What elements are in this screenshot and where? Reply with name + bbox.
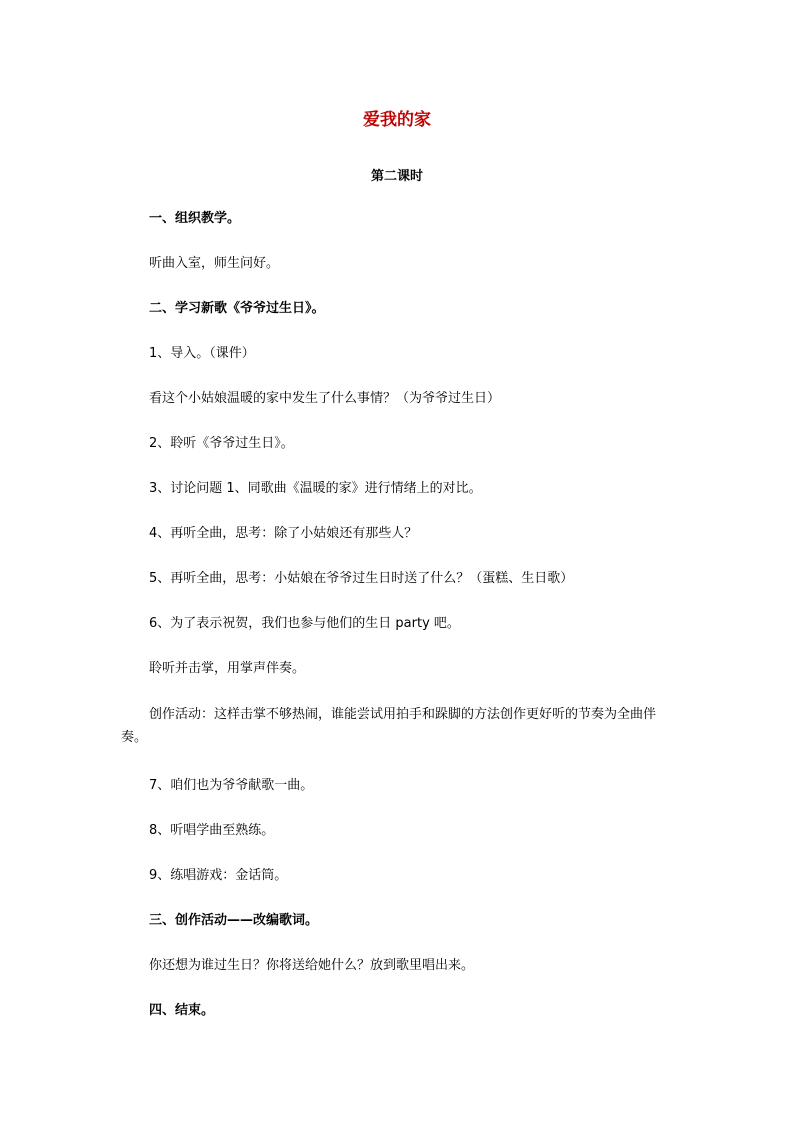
paragraph-line: 你还想为谁过生日？你将送给她什么？放到歌里唱出来。: [149, 958, 475, 973]
paragraph-line: 聆听并击掌，用掌声伴奏。: [149, 661, 306, 676]
paragraph-line: 听曲入室，师生问好。: [149, 256, 280, 271]
section-heading-lyrics: 三、创作活动——改编歌词。: [149, 913, 319, 928]
lesson-subtitle: 第二课时: [370, 169, 423, 184]
document-title: 爱我的家: [363, 110, 431, 130]
section-heading-organize: 一、组织教学。: [149, 211, 241, 226]
paragraph-line: 5、再听全曲，思考：小姑娘在爷爷过生日时送了什么？（蛋糕、生日歌）: [149, 571, 574, 586]
paragraph-line: 8、听唱学曲至熟练。: [149, 823, 275, 838]
paragraph-line: 9、练唱游戏：金话筒。: [149, 868, 288, 883]
paragraph-line: 2、聆听《爷爷过生日》。: [149, 436, 294, 451]
paragraph-line: 7、咱们也为爷爷献歌一曲。: [149, 778, 314, 793]
paragraph-creative-activity: 创作活动：这样击掌不够热闹，谁能尝试用拍手和跺脚的方法创作更好听的节奏为全曲伴奏。: [121, 707, 657, 745]
section-heading-end: 四、结束。: [149, 1003, 215, 1018]
section-heading-new-song: 二、学习新歌《爷爷过生日》。: [149, 301, 325, 316]
paragraph-line: 6、为了表示祝贺，我们也参与他们的生日 party 吧。: [149, 616, 460, 631]
paragraph-line: 看这个小姑娘温暖的家中发生了什么事情？（为爷爷过生日）: [149, 391, 501, 406]
paragraph-line: 3、讨论问题 1、同歌曲《温暖的家》进行情绪上的对比。: [149, 481, 482, 496]
paragraph-line: 4、再听全曲，思考：除了小姑娘还有那些人？: [149, 526, 418, 541]
paragraph-line: 1、导入。（课件）: [149, 346, 255, 361]
